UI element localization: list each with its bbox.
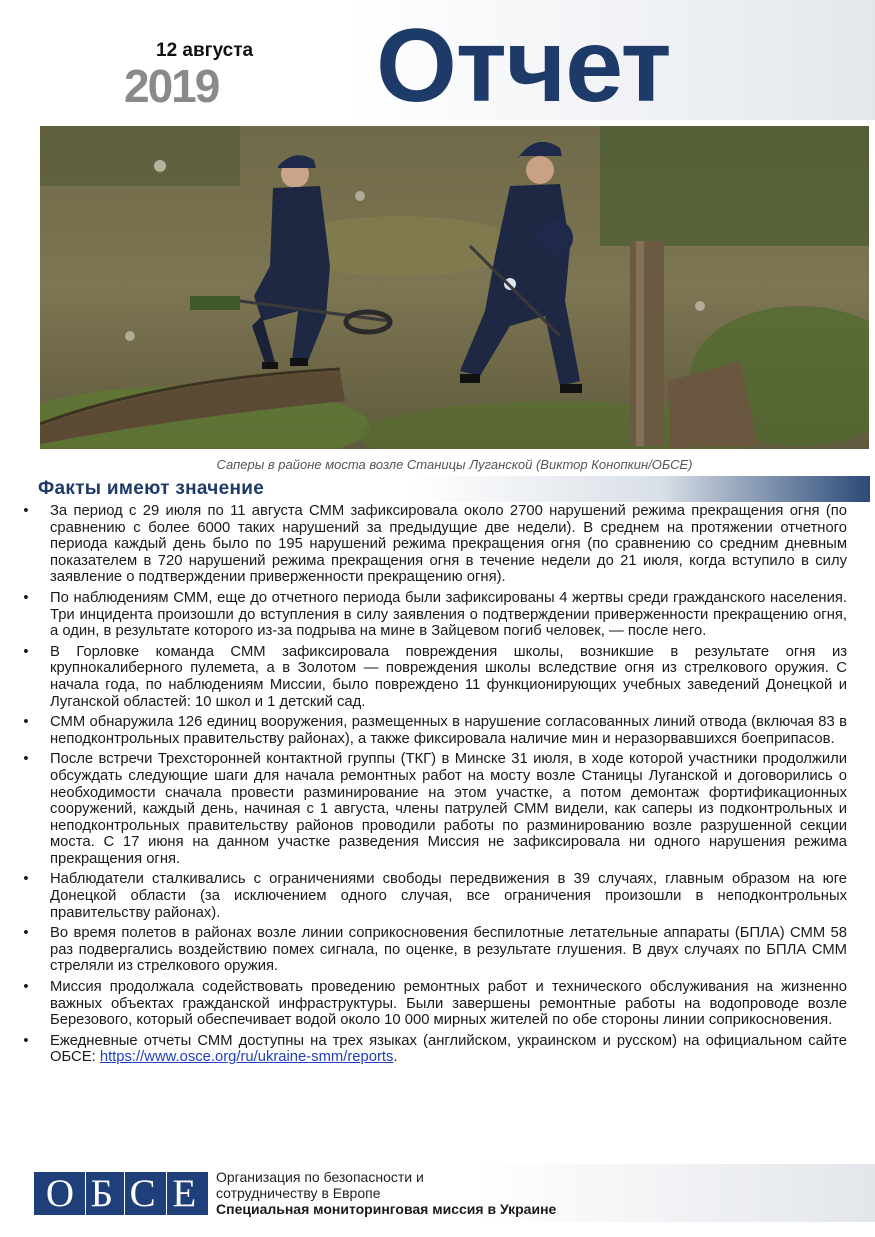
- fact-text-end: .: [393, 1049, 398, 1066]
- bullet-icon: •: [23, 589, 29, 606]
- bullet-icon: •: [23, 643, 29, 660]
- fact-text: За период с 29 июля по 11 августа СММ зафиксировала около 2700 нарушений режима прекращения огня (по сравнению с более 6000 таких нарушений за предыдущие две недели). В среднем на протяжении отчетного периода каждый день было по 195 нарушений режима прекращения огня (по сравнению со средним дневным показателем в 720 нарушений режима прекращения огня в течение недели до 21 июля, когда вступило в силу заявление о подтверждении приверженности прекращению огня).: [50, 503, 847, 586]
- report-date-day: 12 августа: [156, 40, 254, 61]
- fact-text: В Горловке команда СММ зафиксировала повреждения школы, возникшие в результате огня из крупнокалиберного пулемета, а в Золотом — повреждения школы вследствие огня из стрелкового оружия. С начала года, по наблюдениям Миссии, было повреждено 11 функционирующих учебных заведений Донецкой и Луганской областей: 10 школ и 1 детский сад.: [50, 643, 847, 710]
- bullet-icon: •: [23, 503, 29, 519]
- logo-letter: Б: [85, 1172, 118, 1215]
- fact-text: СММ обнаружила 126 единиц вооружения, размещенных в нарушение согласованных линий отвода (включая 83 в неподконтрольных правительству районах), а также фиксировала наличие мин и неразорвавшихся боеприпасов.: [50, 714, 847, 747]
- logo-letter: С: [124, 1172, 161, 1215]
- list-item: [20, 925, 847, 975]
- fact-text: По наблюдениям СММ, еще до отчетного периода были зафиксированы 4 жертвы среди гражданского населения. Три инцидента произошли до вступления в силу заявления о подтверждении приверженности прекращению огня, а один, в результате которого из-за подрыва на мине в Зайцевом погиб человек, — после него.: [50, 589, 847, 640]
- fact-text: Наблюдатели сталкивались с ограничениями свободы передвижения в 39 случаях, главным образом на юге Донецкой области (за исключением одного случая, все ограничения произошли в неподконтрольных правительству районах).: [50, 871, 847, 921]
- list-item: [20, 644, 847, 710]
- reports-link[interactable]: https://www.osce.org/ru/ukraine-smm/reports: [99, 1049, 394, 1066]
- photo-caption: Саперы в районе моста возле Станицы Луганской (Виктор Конопкин/ОБСЕ): [216, 457, 693, 472]
- list-item: [20, 751, 847, 867]
- org-name-line1: Организация по безопасности и: [216, 1169, 424, 1185]
- report-date-year: 2019: [124, 60, 219, 112]
- bullet-icon: •: [23, 714, 29, 731]
- page-title: Отчет: [376, 8, 671, 124]
- logo-letter: Е: [166, 1172, 201, 1215]
- bullet-icon: •: [23, 925, 29, 942]
- facts-heading: [36, 476, 870, 502]
- org-name-line2: сотрудничеству в Европе: [216, 1185, 381, 1201]
- facts-list: [20, 503, 847, 1070]
- bullet-icon: •: [23, 979, 29, 996]
- bullet-icon: •: [23, 751, 29, 768]
- facts-heading-text: Факты имеют значение: [38, 478, 265, 499]
- list-item: [20, 714, 847, 747]
- mission-name: Специальная мониторинговая миссия в Украине: [216, 1201, 557, 1217]
- bullet-icon: •: [23, 1032, 29, 1049]
- fact-text: Ежедневные отчеты СММ доступны на трех языках (английском, украинском и русском) на официальном сайте ОБСЕ:: [50, 1032, 847, 1066]
- list-item: [20, 590, 847, 640]
- list-item: [20, 979, 847, 1029]
- osce-logo: [34, 1172, 208, 1215]
- fact-text: Во время полетов в районах возле линии соприкосновения беспилотные летательные аппараты (БПЛА) СММ 58 раз подвергались воздействию помех сигнала, по оценке, в результате глушения. В двух случаях по БПЛА СММ стреляли из стрелкового оружия.: [50, 925, 847, 975]
- fact-text: Миссия продолжала содействовать проведению ремонтных работ и технического обслуживания на жизненно важных объектах гражданской инфраструктуры. Были завершены ремонтные работы на водопроводе возле Березового, который обеспечивает водой около 10 000 мирных жителей по обе стороны линии соприкосновения.: [50, 979, 847, 1029]
- list-item: [20, 1033, 847, 1066]
- bullet-icon: •: [23, 871, 29, 888]
- list-item: [20, 871, 847, 921]
- photo-deminers: [40, 126, 869, 449]
- logo-letter: О: [45, 1172, 74, 1215]
- fact-text: После встречи Трехсторонней контактной группы (ТКГ) в Минске 31 июля, в ходе которой участники продолжили обсуждать следующие шаги для начала ремонтных работ на мосту возле Станицы Луганской и договорились о необходимости сначала провести разминирование на этом участке, а потом демонтаж фортификационных сооружений, каждый день, начиная с 1 августа, члены патрулей СММ видели, как саперы из подконтрольных и неподконтрольных правительству районов проводили работы по разминированию возле разрушенной секции моста. С 17 июня на данном участке разведения Миссия не зафиксировала ни одного нарушения режима прекращения огня.: [50, 751, 847, 867]
- list-item: [20, 503, 847, 586]
